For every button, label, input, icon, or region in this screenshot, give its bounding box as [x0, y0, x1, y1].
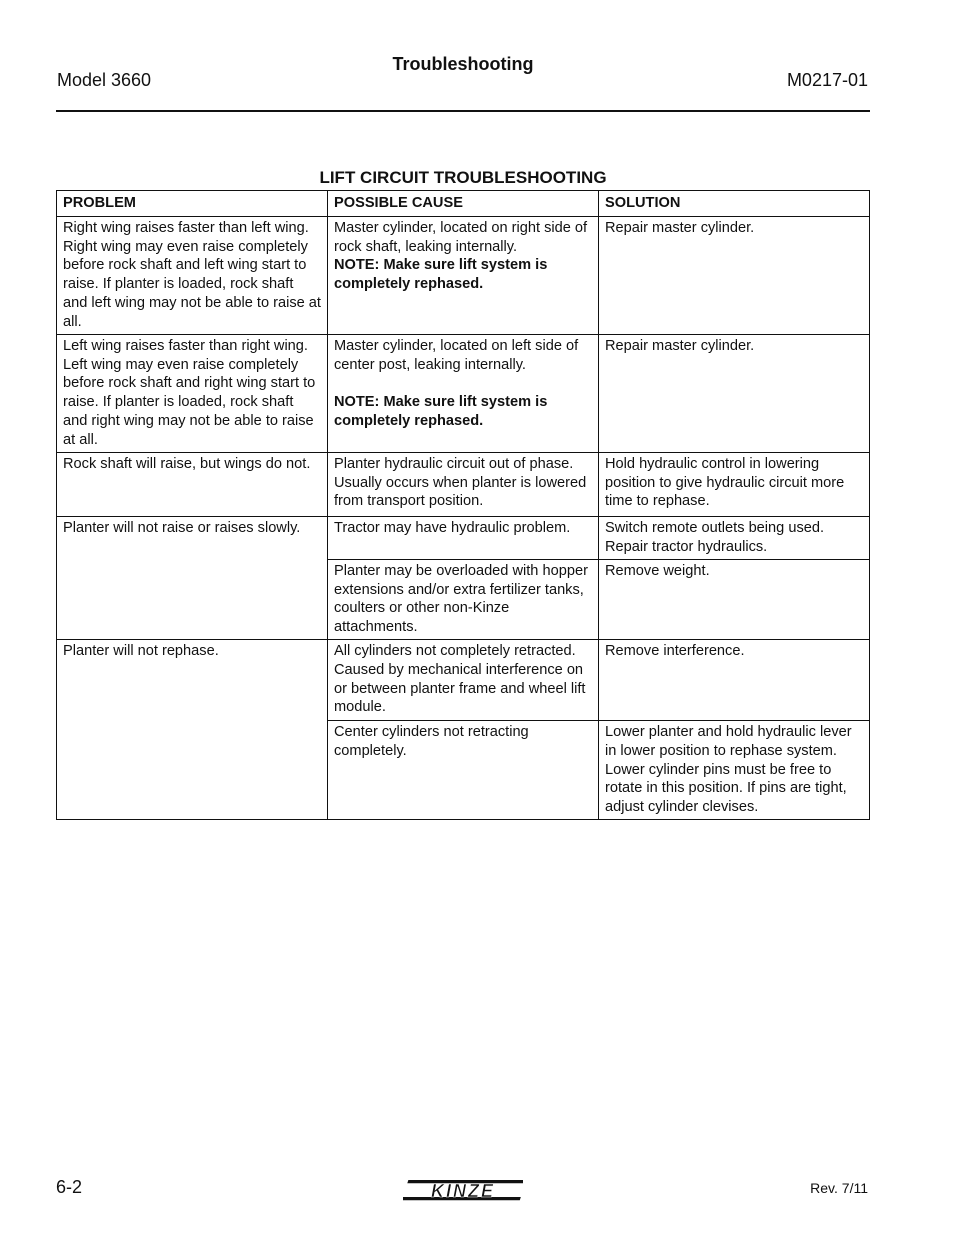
table-row: [57, 516, 870, 559]
problem-cell: Planter will not raise or raises slowly.: [57, 516, 328, 639]
cause-text: Master cylinder, located on left side of center post, leaking internally.: [334, 337, 579, 373]
table-row: [57, 334, 870, 452]
cause-cell: Planter hydraulic circuit out of phase. Usually occurs when planter is lowered from transport position.: [328, 452, 599, 516]
problem-cell: Planter will not rephase.: [57, 639, 328, 819]
cause-note: NOTE: Make sure lift system is completely rephased.: [334, 394, 548, 429]
table-title: LIFT CIRCUIT TROUBLESHOOTING: [319, 168, 607, 187]
solution-cell: Repair master cylinder.: [599, 334, 870, 452]
revision-label: Rev. 7/11: [810, 1180, 868, 1196]
cause-text: Master cylinder, located on right side of rock shaft, leaking internally.: [334, 219, 588, 255]
solution-cell: Repair master cylinder.: [599, 216, 870, 334]
kinze-logo: [403, 1178, 523, 1202]
column-header-cause: POSSIBLE CAUSE: [328, 191, 599, 217]
cause-cell: Center cylinders not retracting completely.: [328, 720, 599, 819]
cause-cell: Tractor may have hydraulic problem.: [328, 516, 599, 559]
solution-cell: Remove weight.: [599, 559, 870, 639]
section-title: Troubleshooting: [392, 54, 534, 74]
solution-cell: Lower planter and hold hydraulic lever in lower position to rephase system. Lower cylinder pins must be free to rotate in this position. If pins are tight, adjust cylinder clevises.: [599, 720, 870, 819]
column-header-problem: PROBLEM: [57, 191, 328, 217]
cause-cell: Planter may be overloaded with hopper extensions and/or extra fertilizer tanks, coulters or other non-Kinze attachments.: [328, 559, 599, 639]
cause-cell: All cylinders not completely retracted. Caused by mechanical interference on or between planter frame and wheel lift module.: [328, 639, 599, 720]
table-row: [57, 639, 870, 720]
table-row: [57, 216, 870, 334]
solution-cell: Switch remote outlets being used. Repair tractor hydraulics.: [599, 516, 870, 559]
column-header-solution: SOLUTION: [599, 191, 870, 217]
header-divider: [56, 110, 870, 112]
document-number: M0217-01: [786, 70, 868, 90]
cause-cell: [328, 334, 599, 452]
solution-cell: Remove interference.: [599, 639, 870, 720]
problem-cell: Right wing raises faster than left wing. Right wing may even raise completely before rock shaft and left wing start to raise. If planter is loaded, rock shaft and left wing may not be able to raise at all.: [57, 216, 328, 334]
problem-cell: Left wing raises faster than right wing. Left wing may even raise completely before rock shaft and right wing start to raise. If planter is loaded, rock shaft and right wing may not be able to raise at all.: [57, 334, 328, 452]
table-row: [57, 452, 870, 516]
cause-note: NOTE: Make sure lift system is completely rephased.: [334, 257, 548, 293]
logo-text: KINZE: [431, 1181, 495, 1201]
troubleshooting-table: [56, 190, 870, 820]
cause-cell: [328, 216, 599, 334]
cause-gap: [334, 374, 592, 393]
table-header-row: [57, 191, 870, 217]
problem-cell: Rock shaft will raise, but wings do not.: [57, 452, 328, 516]
model-label: Model 3660: [57, 70, 152, 90]
page-number: 6-2: [56, 1177, 83, 1197]
solution-cell: Hold hydraulic control in lowering position to give hydraulic circuit more time to rephase.: [599, 452, 870, 516]
